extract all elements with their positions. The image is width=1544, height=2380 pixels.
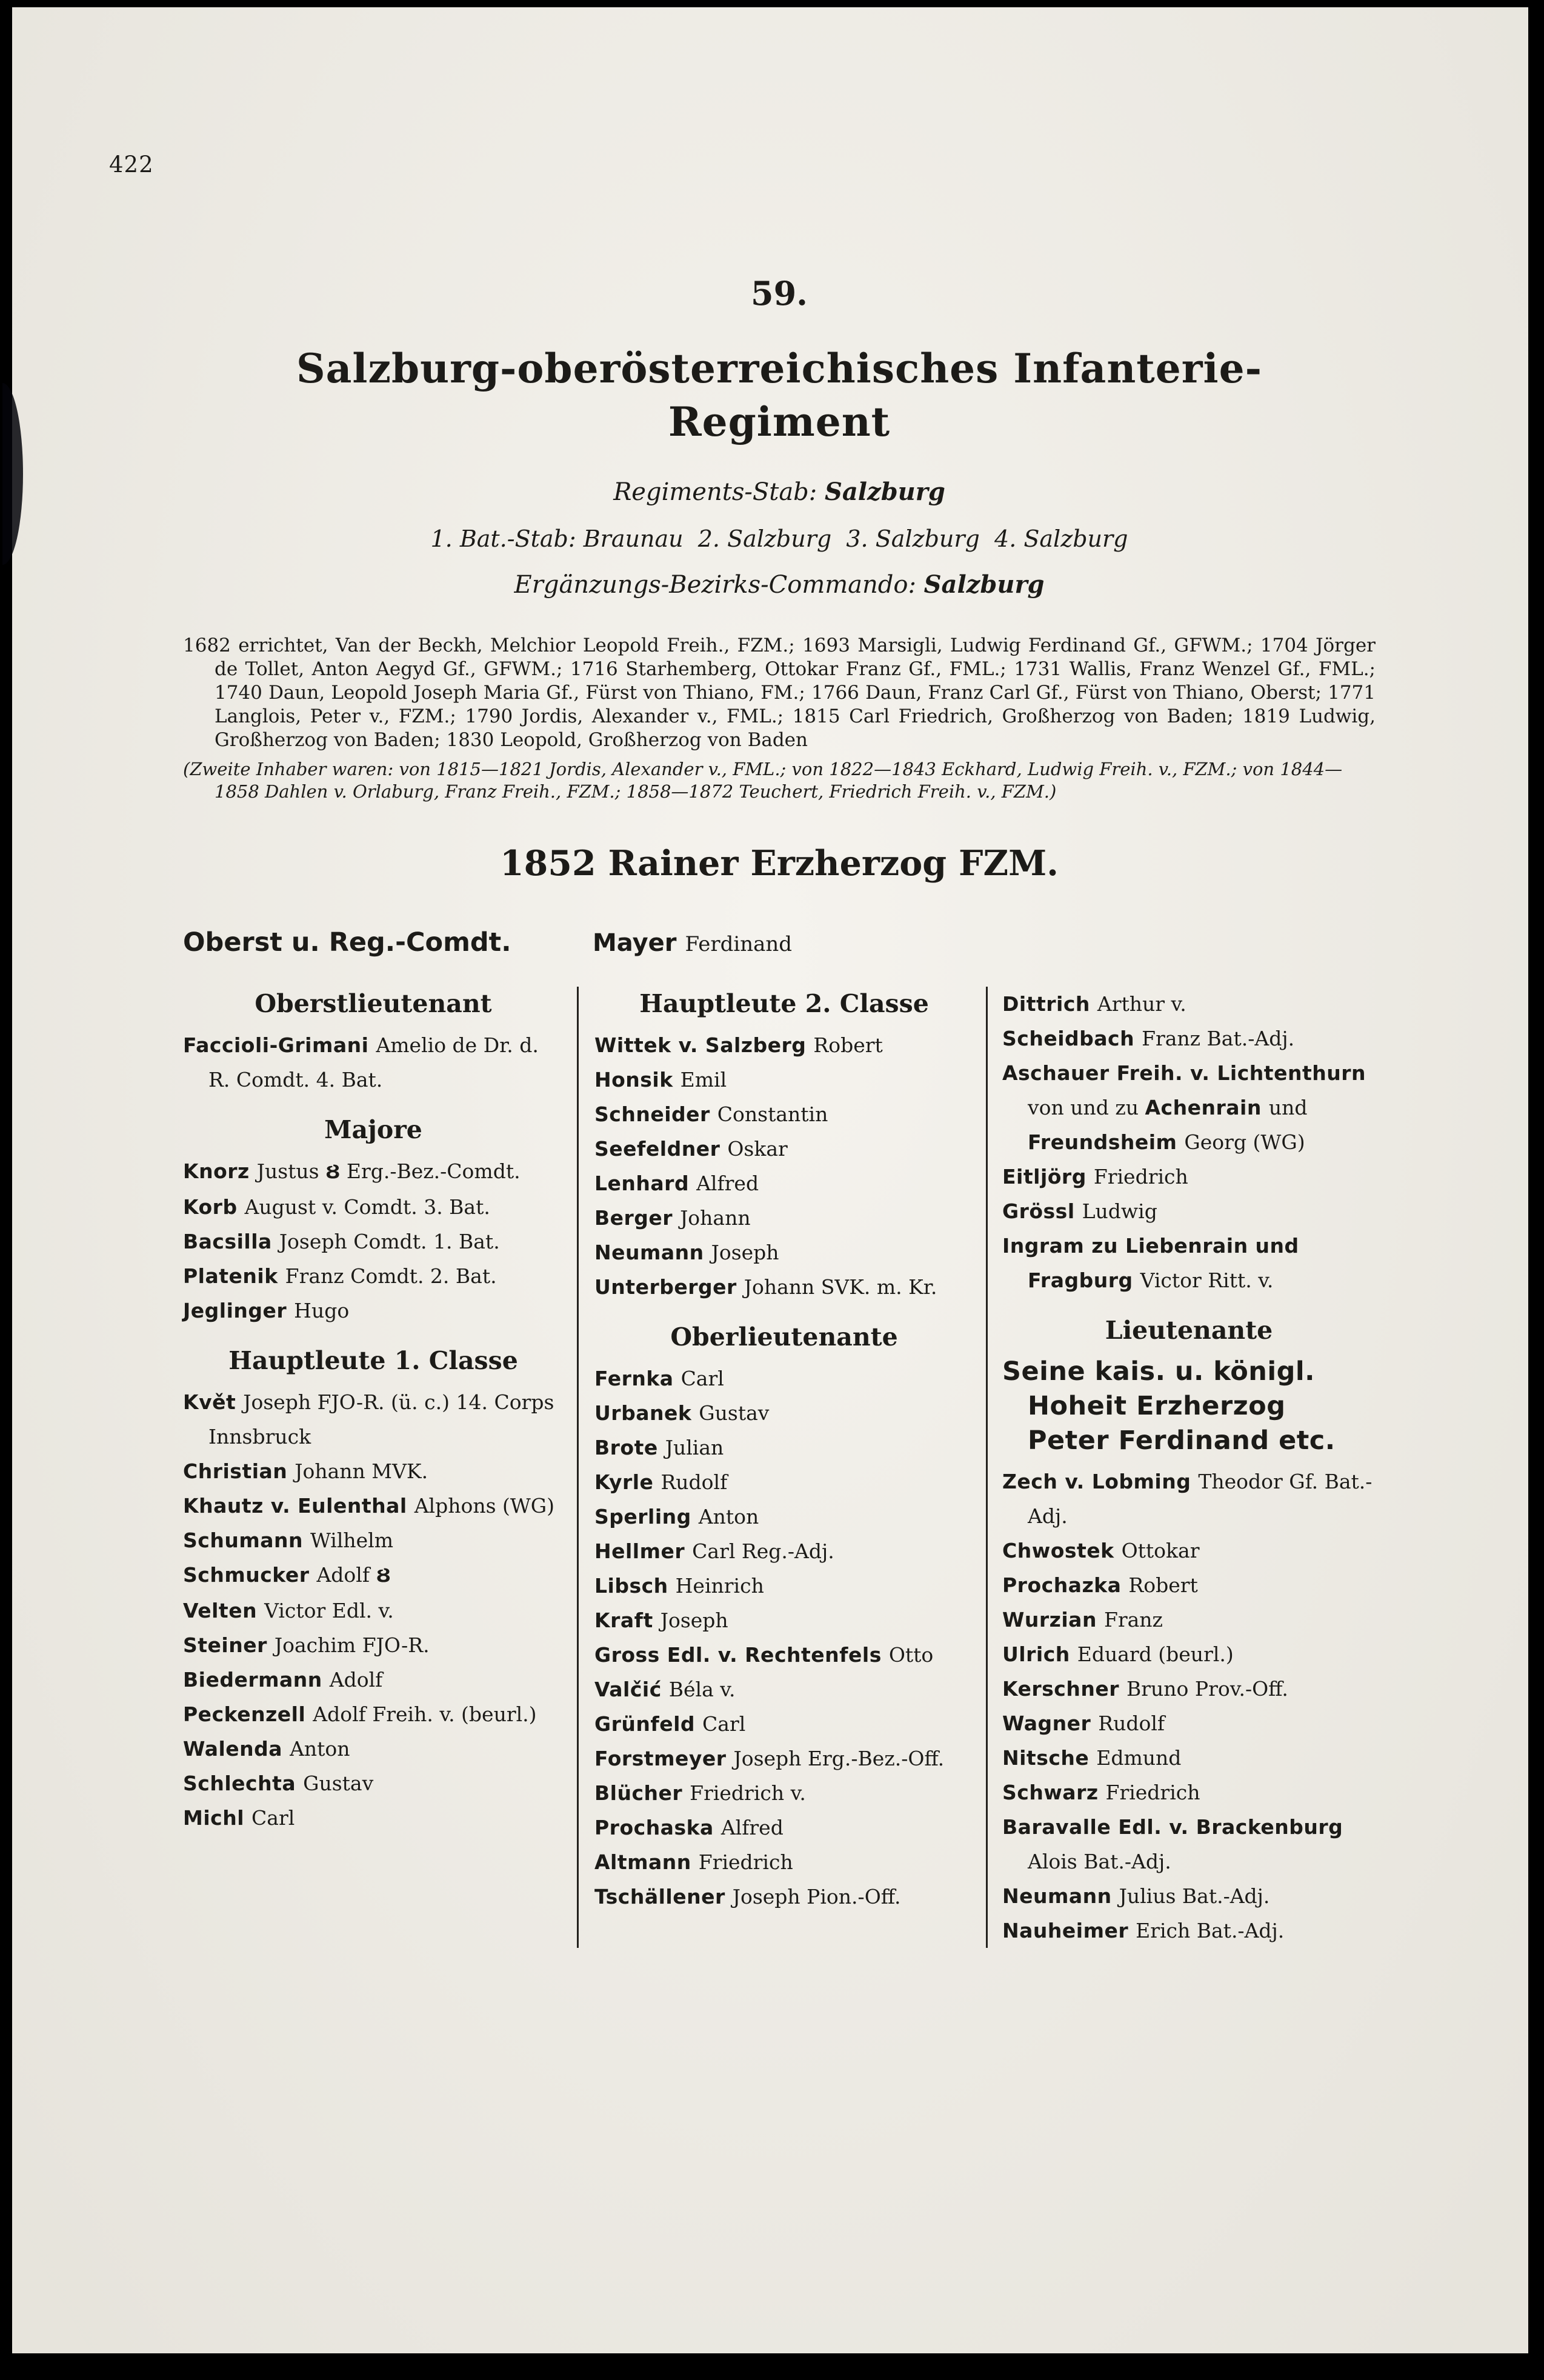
rank-heading: Majore <box>324 1115 422 1144</box>
commander-row <box>183 927 1376 958</box>
officer-details: Rudolf <box>661 1470 728 1494</box>
officer-details: Theodor Gf. Bat.-Adj. <box>1028 1470 1373 1528</box>
officer-entry <box>1002 1021 1376 1056</box>
officer-surname: Unterberger <box>594 1275 744 1299</box>
officer-surname: Velten <box>183 1599 265 1622</box>
officer-details: Anton <box>290 1737 350 1761</box>
officer-entry <box>594 1097 974 1132</box>
rank-heading: Hauptleute 2. Classe <box>639 989 929 1018</box>
officer-entry <box>183 1385 564 1454</box>
officer-surname: Bacsilla <box>183 1230 279 1253</box>
officer-surname: Schumann <box>183 1528 310 1552</box>
officer-surname: Kyrle <box>594 1470 661 1494</box>
page-surface <box>12 7 1528 2353</box>
officer-entry <box>594 1845 974 1879</box>
officer-surname: Steiner <box>183 1633 275 1657</box>
officer-details: Adolf <box>329 1668 383 1692</box>
officer-details: Wilhelm <box>310 1528 394 1552</box>
officer-details: Franz <box>1103 1608 1163 1632</box>
officer-surname: Nitsche <box>1002 1746 1097 1770</box>
officer-details: Joachim FJO-R. <box>274 1633 430 1657</box>
ergaenzungs-value: Salzburg <box>923 570 1045 599</box>
officer-details: Joseph <box>711 1241 779 1264</box>
officer-details: Carl <box>251 1806 295 1830</box>
officer-surname: Scheidbach <box>1002 1027 1142 1050</box>
commander-given-name: Ferdinand <box>685 932 793 956</box>
officer-surname: Nauheimer <box>1002 1919 1136 1942</box>
rank-heading: Oberstlieutenant <box>255 989 492 1018</box>
officer-details: von und zu <box>1028 1096 1145 1119</box>
officer-entry <box>183 1697 564 1732</box>
decoration-icon: Ȣ <box>325 1162 341 1183</box>
officer-surname: Seefeldner <box>594 1137 728 1161</box>
officer-entry <box>183 1488 564 1523</box>
officer-details: Friedrich <box>698 1850 793 1874</box>
officer-details: Joseph FJO-R. (ü. c.) 14. Corps Innsbruck <box>208 1390 554 1448</box>
officer-details: Georg (WG) <box>1184 1130 1305 1154</box>
officer-details: Justus <box>256 1159 326 1183</box>
officer-entry <box>1002 1672 1376 1706</box>
officer-surname: Berger <box>594 1206 680 1230</box>
regiment-history-paragraph: 1682 errichtet, Van der Beckh, Melchior Leopold Freih., FZM.; 1693 Marsigli, Ludwig Ferdinand Gf., GFWM.; 1704 Jörger de Tollet, Anton Aegyd Gf., GFWM.; 1716 Starhemberg, Ottokar Franz Gf., FML.; 1731 Wallis, Franz Wenzel Gf., FML.; 1740 Daun, Leopold Joseph Maria Gf., Fürst von Thiano, FM.; 1766 Daun, Franz Carl Gf., Fürst von Thiano, Oberst; 1771 Langlois, Peter v., FZM.; 1790 Jordis, Alexander v., FML.; 1815 Carl Friedrich, Großherzog von Baden; 1819 Ludwig, Großherzog von Baden; 1830 Leopold, Großherzog von Baden <box>183 635 1376 751</box>
officer-surname: Korb <box>183 1195 245 1219</box>
officer-surname: Kerschner <box>1002 1677 1126 1701</box>
officer-surname: Urbanek <box>594 1401 699 1425</box>
officer-surname: Tschällener <box>594 1885 733 1908</box>
officer-details: Constantin <box>717 1102 828 1126</box>
second-inhaber-note: (Zweite Inhaber waren: von 1815—1821 Jordis, Alexander v., FML.; von 1822—1843 Eckhard, Ludwig Freih. v., FZM.; von 1844—1858 Dahlen v. Orlaburg, Franz Freih., FZM.; 1858—1872 Teuchert, Friedrich Freih. v., FZM.) <box>183 759 1343 802</box>
officer-surname: Wagner <box>1002 1712 1099 1735</box>
officer-details: Ludwig <box>1082 1199 1157 1223</box>
page-content <box>12 7 1528 1948</box>
officer-details: Amelio de Dr. d. R. Comdt. 4. Bat. <box>208 1033 539 1092</box>
officer-details: Adolf <box>316 1563 376 1587</box>
officer-surname: Peckenzell <box>183 1702 313 1726</box>
officer-surname: Honsik <box>594 1068 680 1092</box>
officer-details: Friedrich v. <box>690 1781 806 1805</box>
officer-details: und <box>1268 1096 1308 1119</box>
regiment-title-line2: Regiment <box>668 398 891 445</box>
officer-details: Edmund <box>1096 1746 1182 1770</box>
officer-entry <box>1002 1464 1376 1533</box>
officer-entry <box>1002 1056 1376 1159</box>
officer-entry <box>594 1568 974 1603</box>
officer-surname: Ingram zu Liebenrain und Fragburg <box>1002 1234 1299 1292</box>
officer-details: Emil <box>680 1068 727 1092</box>
officer-column-2 <box>579 987 986 1948</box>
officer-entry <box>1002 1568 1376 1602</box>
officer-details: Anton <box>698 1505 759 1528</box>
officer-details: Alois Bat.-Adj. <box>1028 1850 1171 1873</box>
officer-surname: Lenhard <box>594 1172 697 1195</box>
officer-entry <box>183 1593 564 1628</box>
officer-entry <box>594 1235 974 1270</box>
ergaenzungs-label: Ergänzungs-Bezirks-Commando: <box>514 571 924 599</box>
officer-entry <box>594 1201 974 1235</box>
rank-heading: Oberlieutenante <box>670 1322 898 1352</box>
officer-details: Carl <box>702 1712 746 1736</box>
officer-entry <box>594 1638 974 1672</box>
officer-surname: Schlechta <box>183 1772 304 1795</box>
officer-details: Johann SVK. m. Kr. <box>744 1275 937 1299</box>
officer-details: Erg.-Bez.-Comdt. <box>340 1159 521 1183</box>
officer-details: Joseph <box>660 1608 728 1632</box>
officer-surname: Seine kais. u. königl. Hoheit Erzherzog Peter Ferdinand etc. <box>1002 1356 1336 1456</box>
officer-entry <box>594 1396 974 1430</box>
officer-entry <box>1002 1913 1376 1948</box>
rank-heading: Lieutenante <box>1105 1316 1273 1345</box>
officer-entry <box>183 1293 564 1328</box>
officer-details: Heinrich <box>675 1574 764 1598</box>
officer-details: Victor Ritt. v. <box>1140 1268 1274 1292</box>
officer-details: Friedrich <box>1105 1781 1200 1804</box>
officer-surname: Schmucker <box>183 1563 317 1587</box>
officer-entry <box>594 1028 974 1062</box>
commander-name <box>593 929 792 957</box>
regiment-title-line1: Salzburg-oberösterreichisches Infanterie- <box>296 345 1263 392</box>
officer-entry <box>1002 1741 1376 1775</box>
officer-surname: Hellmer <box>594 1539 693 1563</box>
officer-surname: Wurzian <box>1002 1608 1104 1632</box>
officer-entry <box>594 1062 974 1097</box>
officer-entry <box>594 1270 974 1304</box>
officer-surname: Prochazka <box>1002 1573 1129 1597</box>
officer-surname: Forstmeyer <box>594 1747 734 1770</box>
current-inhaber-heading: 1852 Rainer Erzherzog FZM. <box>499 843 1059 884</box>
officer-entry <box>594 1810 974 1845</box>
officer-entry <box>183 1224 564 1259</box>
officer-entry <box>183 1558 564 1593</box>
officer-entry <box>183 1454 564 1488</box>
officer-entry <box>183 1154 564 1190</box>
officer-surname: Chwostek <box>1002 1539 1122 1562</box>
officer-details: Carl Reg.-Adj. <box>692 1539 834 1563</box>
ergaenzungs-commando-line <box>183 570 1376 599</box>
officer-surname: Ulrich <box>1002 1642 1077 1666</box>
officer-details: Alfred <box>720 1816 784 1839</box>
officer-surname: Achenrain <box>1145 1096 1269 1119</box>
officer-surname: Platenik <box>183 1264 285 1288</box>
officer-surname: Grünfeld <box>594 1712 703 1736</box>
officer-column-3 <box>988 987 1376 1948</box>
officer-entry <box>594 1879 974 1914</box>
officer-details: Julian <box>665 1436 724 1459</box>
officer-surname: Altmann <box>594 1850 699 1874</box>
officer-details: Oskar <box>727 1137 788 1161</box>
officer-entry <box>1002 1228 1376 1298</box>
officer-surname: Sperling <box>594 1505 699 1528</box>
officer-entry <box>1002 1533 1376 1568</box>
officer-surname: Jeglinger <box>183 1299 294 1322</box>
officer-surname: Faccioli-Grimani <box>183 1033 376 1057</box>
officer-surname: Freundsheim <box>1028 1130 1185 1154</box>
officer-entry <box>1002 1194 1376 1228</box>
officer-entry <box>183 1028 564 1097</box>
officer-entry <box>594 1741 974 1776</box>
officer-surname: Zech v. Lobming <box>1002 1470 1199 1493</box>
officer-details: Victor Edl. v. <box>264 1599 394 1622</box>
officer-details: Adolf Freih. v. (beurl.) <box>313 1702 537 1726</box>
officer-surname: Christian <box>183 1459 295 1483</box>
officer-surname: Walenda <box>183 1737 290 1761</box>
officer-columns <box>183 987 1376 1948</box>
officer-entry <box>1002 1775 1376 1810</box>
officer-entry <box>183 1766 564 1801</box>
officer-entry <box>594 1430 974 1465</box>
commander-surname: Mayer <box>593 929 677 957</box>
officer-details: Franz Bat.-Adj. <box>1142 1027 1295 1050</box>
officer-surname: Biedermann <box>183 1668 330 1692</box>
regiments-stab-line <box>183 478 1376 506</box>
officer-details: Joseph Pion.-Off. <box>732 1885 901 1908</box>
officer-entry <box>594 1465 974 1499</box>
officer-surname: Eitljörg <box>1002 1165 1094 1188</box>
officer-details: Carl <box>680 1367 724 1390</box>
officer-details: Alphons (WG) <box>414 1494 555 1518</box>
officer-entry <box>1002 1355 1376 1458</box>
officer-details: Robert <box>1128 1573 1198 1597</box>
officer-details: August v. Comdt. 3. Bat. <box>244 1195 490 1219</box>
officer-details: Bruno Prov.-Off. <box>1126 1677 1288 1701</box>
officer-details: Rudolf <box>1098 1712 1165 1735</box>
officer-surname: Wittek v. Salzberg <box>594 1033 814 1057</box>
officer-entry <box>183 1190 564 1224</box>
officer-surname: Baravalle Edl. v. Brackenburg <box>1002 1815 1343 1839</box>
officer-entry <box>594 1499 974 1534</box>
rank-heading: Hauptleute 1. Classe <box>228 1346 518 1375</box>
officer-surname: Dittrich <box>1002 992 1097 1016</box>
officer-entry <box>183 1801 564 1835</box>
officer-surname: Grössl <box>1002 1199 1082 1223</box>
officer-entry <box>1002 1706 1376 1741</box>
officer-surname: Neumann <box>594 1241 711 1264</box>
section-number: 59. <box>751 274 808 313</box>
officer-surname: Prochaska <box>594 1816 721 1839</box>
officer-details: Johann MVK. <box>294 1459 428 1483</box>
officer-details: Otto <box>888 1643 934 1667</box>
officer-surname: Schneider <box>594 1102 717 1126</box>
commander-label: Oberst u. Reg.-Comdt. <box>183 927 511 958</box>
officer-details: Friedrich <box>1093 1165 1188 1188</box>
officer-entry <box>594 1132 974 1166</box>
regiments-stab-label: Regiments-Stab: <box>613 478 825 506</box>
officer-entry <box>594 1707 974 1741</box>
officer-details: Erich Bat.-Adj. <box>1136 1919 1285 1942</box>
officer-entry <box>594 1776 974 1810</box>
officer-entry <box>594 1534 974 1568</box>
officer-surname: Kraft <box>594 1608 661 1632</box>
officer-details: Arthur v. <box>1097 992 1186 1016</box>
officer-surname: Fernka <box>594 1367 681 1390</box>
officer-surname: Květ <box>183 1390 244 1414</box>
officer-entry <box>594 1166 974 1201</box>
officer-surname: Knorz <box>183 1159 257 1183</box>
officer-details: Robert <box>813 1033 883 1057</box>
officer-surname: Valčić <box>594 1678 669 1701</box>
officer-details: Gustav <box>699 1401 770 1425</box>
regiments-stab-value: Salzburg <box>824 478 945 506</box>
officer-surname: Schwarz <box>1002 1781 1106 1804</box>
officer-surname: Brote <box>594 1436 665 1459</box>
officer-details: Béla v. <box>668 1678 736 1701</box>
officer-surname: Michl <box>183 1806 252 1830</box>
officer-entry <box>594 1603 974 1638</box>
officer-entry <box>594 1672 974 1707</box>
officer-entry <box>183 1523 564 1558</box>
officer-entry <box>183 1732 564 1766</box>
decoration-icon: Ȣ <box>376 1565 391 1587</box>
officer-details: Gustav <box>303 1772 374 1795</box>
page-number: 422 <box>109 152 154 178</box>
officer-surname: Aschauer Freih. v. Lichtenthurn <box>1002 1061 1366 1085</box>
officer-details: Eduard (beurl.) <box>1077 1642 1234 1666</box>
officer-surname: Khautz v. Eulenthal <box>183 1494 414 1518</box>
officer-details: Johann <box>680 1206 751 1230</box>
officer-entry <box>1002 987 1376 1021</box>
officer-surname: Blücher <box>594 1781 690 1805</box>
officer-details: Ottokar <box>1121 1539 1200 1562</box>
officer-column-1 <box>183 987 577 1948</box>
officer-details: Alfred <box>696 1172 759 1195</box>
bataillon-stab-line: 1. Bat.-Stab: Braunau 2. Salzburg 3. Salzburg 4. Salzburg <box>430 525 1128 552</box>
officer-details: Julius Bat.-Adj. <box>1119 1884 1270 1908</box>
officer-entry <box>1002 1810 1376 1879</box>
officer-entry <box>1002 1637 1376 1672</box>
officer-entry <box>183 1628 564 1662</box>
officer-surname: Neumann <box>1002 1884 1119 1908</box>
officer-entry <box>1002 1879 1376 1913</box>
regiment-title <box>183 342 1376 448</box>
officer-details: Franz Comdt. 2. Bat. <box>285 1264 497 1288</box>
officer-entry <box>594 1361 974 1396</box>
officer-details: Hugo <box>294 1299 350 1322</box>
officer-entry <box>183 1662 564 1697</box>
officer-entry <box>183 1259 564 1293</box>
officer-entry <box>1002 1159 1376 1194</box>
officer-surname: Libsch <box>594 1574 676 1598</box>
officer-entry <box>1002 1602 1376 1637</box>
officer-surname: Gross Edl. v. Rechtenfels <box>594 1643 889 1667</box>
officer-details: Joseph Erg.-Bez.-Off. <box>733 1747 945 1770</box>
officer-details: Joseph Comdt. 1. Bat. <box>279 1230 500 1253</box>
